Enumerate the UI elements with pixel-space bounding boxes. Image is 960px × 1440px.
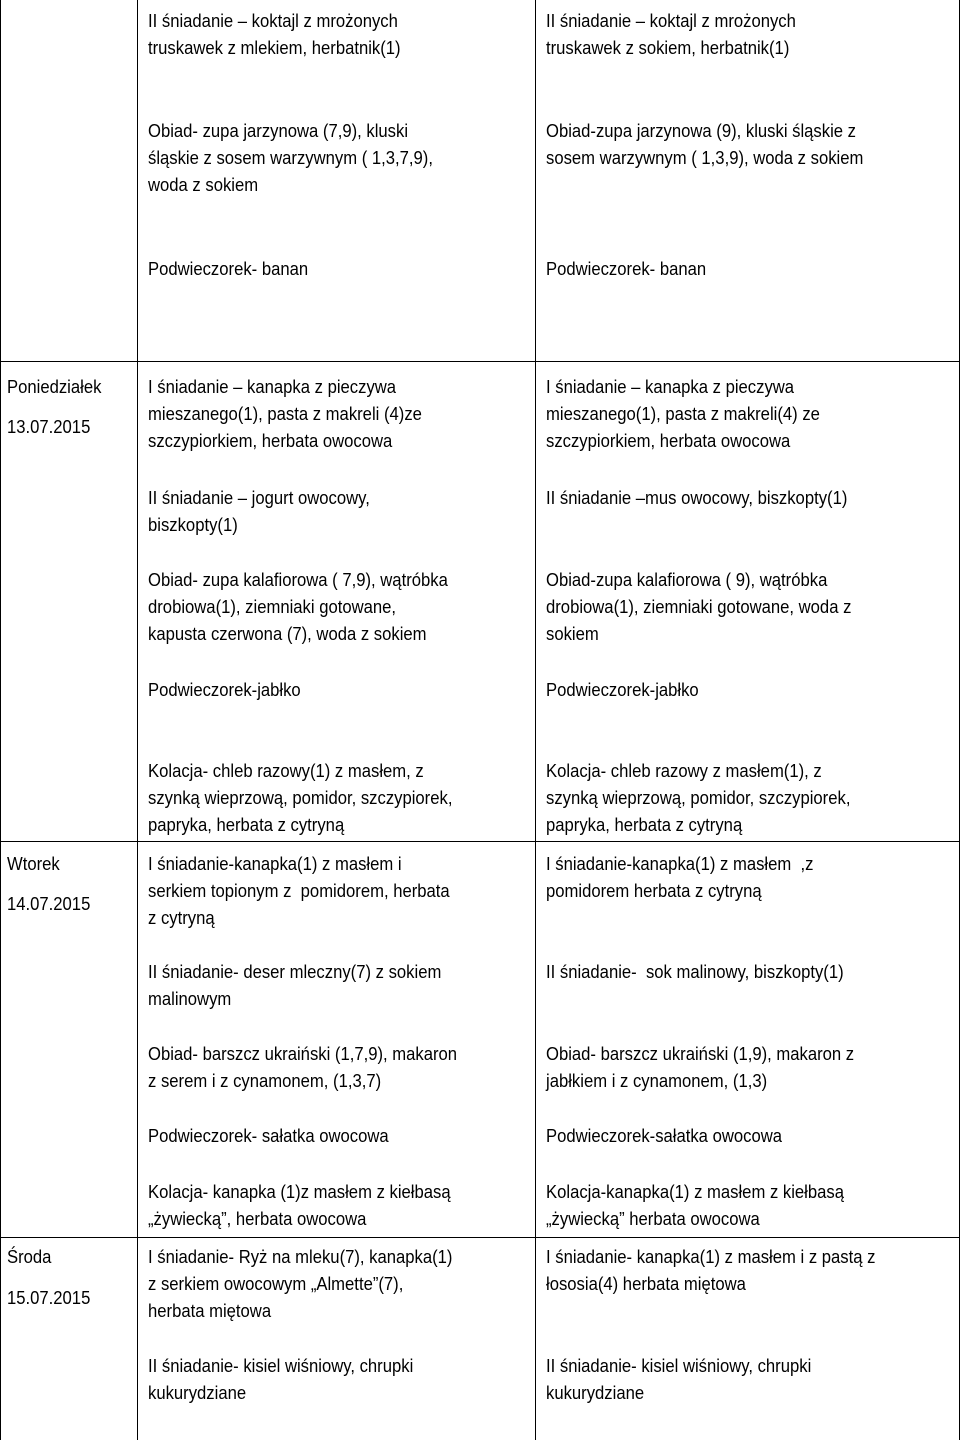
menu-line: Obiad- zupa kalafiorowa ( 7,9), wątróbka — [148, 569, 448, 590]
menu-line: Obiad-zupa kalafiorowa ( 9), wątróbka — [546, 569, 828, 590]
menu-line: kukurydziane — [148, 1382, 247, 1403]
menu-line: drobiowa(1), ziemniaki gotowane, woda z — [546, 596, 852, 617]
menu-line: I śniadanie-kanapka(1) z masłem ,z — [546, 853, 814, 874]
menu-line: „żywiecką”, herbata owocowa — [148, 1208, 367, 1229]
day-date: 13.07.2015 — [7, 416, 91, 437]
menu-line: I śniadanie-kanapka(1) z masłem i — [148, 853, 402, 874]
table-left-border — [0, 0, 1, 1440]
menu-line: Podwieczorek-sałatka owocowa — [546, 1125, 782, 1146]
menu-line: z serem i z cynamonem, (1,3,7) — [148, 1070, 382, 1091]
menu-line: kukurydziane — [546, 1382, 645, 1403]
row-divider — [0, 841, 960, 842]
menu-line: I śniadanie – kanapka z pieczywa — [148, 376, 397, 397]
menu-line: łososia(4) herbata miętowa — [546, 1273, 746, 1294]
menu-line: z serkiem owocowym „Almette”(7), — [148, 1273, 404, 1294]
day-date: 14.07.2015 — [7, 893, 91, 914]
menu-line: II śniadanie – koktajl z mrożonych — [546, 10, 796, 31]
menu-line: Podwieczorek- sałatka owocowa — [148, 1125, 389, 1146]
menu-line: Obiad- barszcz ukraiński (1,7,9), makaron — [148, 1043, 458, 1064]
day-date: 15.07.2015 — [7, 1287, 91, 1308]
menu-line: II śniadanie- deser mleczny(7) z sokiem — [148, 961, 442, 982]
menu-line: kapusta czerwona (7), woda z sokiem — [148, 623, 427, 644]
menu-line: jabłkiem i z cynamonem, (1,3) — [546, 1070, 768, 1091]
menu-line: Kolacja-kanapka(1) z masłem z kiełbasą — [546, 1181, 844, 1202]
menu-line: II śniadanie- kisiel wiśniowy, chrupki — [546, 1355, 812, 1376]
menu-line: szynką wieprzową, pomidor, szczypiorek, — [148, 787, 453, 808]
menu-line: truskawek z sokiem, herbatnik(1) — [546, 37, 790, 58]
menu-line: Podwieczorek-jabłko — [546, 679, 699, 700]
menu-line: I śniadanie- Ryż na mleku(7), kanapka(1) — [148, 1246, 453, 1267]
menu-line: Kolacja- chleb razowy z masłem(1), z — [546, 760, 822, 781]
menu-line: II śniadanie – koktajl z mrożonych — [148, 10, 398, 31]
menu-line: Podwieczorek- banan — [148, 258, 309, 279]
menu-line: Obiad-zupa jarzynowa (9), kluski śląskie z — [546, 120, 856, 141]
menu-line: z cytryną — [148, 907, 215, 928]
menu-line: I śniadanie- kanapka(1) z masłem i z pastą z — [546, 1246, 876, 1267]
menu-line: woda z sokiem — [148, 174, 259, 195]
menu-line: szynką wieprzową, pomidor, szczypiorek, — [546, 787, 851, 808]
day-name: Środa — [7, 1246, 52, 1267]
menu-line: mieszanego(1), pasta z makreli(4) ze — [546, 403, 820, 424]
menu-line: II śniadanie – jogurt owocowy, — [148, 487, 370, 508]
column-divider-menu — [535, 0, 536, 1440]
menu-line: „żywiecką” herbata owocowa — [546, 1208, 760, 1229]
menu-line: szczypiorkiem, herbata owocowa — [546, 430, 791, 451]
menu-line: Kolacja- kanapka (1)z masłem z kiełbasą — [148, 1181, 451, 1202]
day-name: Poniedziałek — [7, 376, 102, 397]
menu-line: II śniadanie- sok malinowy, biszkopty(1) — [546, 961, 844, 982]
menu-line: Obiad- zupa jarzynowa (7,9), kluski — [148, 120, 409, 141]
menu-line: malinowym — [148, 988, 232, 1009]
menu-line: papryka, herbata z cytryną — [148, 814, 345, 835]
menu-line: drobiowa(1), ziemniaki gotowane, — [148, 596, 397, 617]
menu-line: truskawek z mlekiem, herbatnik(1) — [148, 37, 401, 58]
menu-line: Podwieczorek- banan — [546, 258, 707, 279]
menu-line: Podwieczorek-jabłko — [148, 679, 301, 700]
menu-line: Obiad- barszcz ukraiński (1,9), makaron z — [546, 1043, 855, 1064]
menu-line: sosem warzywnym ( 1,3,9), woda z sokiem — [546, 147, 864, 168]
menu-line: papryka, herbata z cytryną — [546, 814, 743, 835]
day-name: Wtorek — [7, 853, 60, 874]
menu-line: sokiem — [546, 623, 599, 644]
column-divider-day — [137, 0, 138, 1440]
menu-line: II śniadanie –mus owocowy, biszkopty(1) — [546, 487, 848, 508]
menu-line: serkiem topionym z pomidorem, herbata — [148, 880, 450, 901]
menu-line: I śniadanie – kanapka z pieczywa — [546, 376, 795, 397]
menu-line: biszkopty(1) — [148, 514, 238, 535]
menu-line: II śniadanie- kisiel wiśniowy, chrupki — [148, 1355, 414, 1376]
menu-line: herbata miętowa — [148, 1300, 272, 1321]
menu-line: pomidorem herbata z cytryną — [546, 880, 762, 901]
menu-line: szczypiorkiem, herbata owocowa — [148, 430, 393, 451]
row-divider — [0, 1237, 960, 1238]
menu-line: Kolacja- chleb razowy(1) z masłem, z — [148, 760, 424, 781]
menu-line: mieszanego(1), pasta z makreli (4)ze — [148, 403, 422, 424]
menu-line: śląskie z sosem warzywnym ( 1,3,7,9), — [148, 147, 433, 168]
row-divider — [0, 361, 960, 362]
